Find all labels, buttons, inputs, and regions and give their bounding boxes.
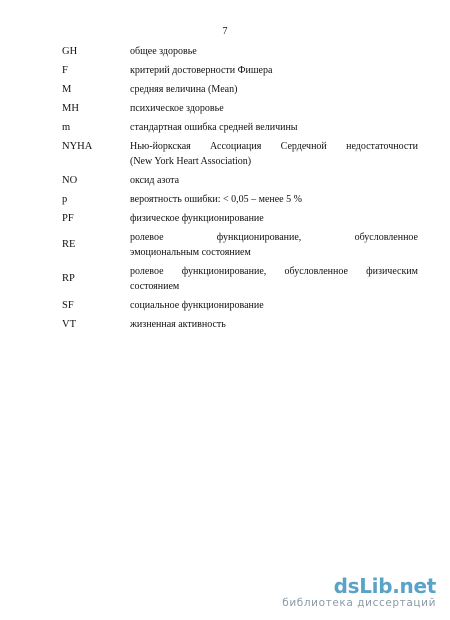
abbreviation-term: VT: [62, 319, 76, 330]
abbreviation-definition: [130, 226, 418, 260]
definition-line: общее здоровье: [130, 46, 197, 57]
definition-line: стандартная ошибка средней величины: [130, 122, 298, 133]
abbreviation-term: m: [62, 122, 71, 133]
definition-line: состоянием: [130, 281, 180, 292]
definition-line: социальное функционирование: [130, 300, 264, 311]
abbreviation-row-sf: [62, 294, 418, 313]
definition-line: психическое здоровье: [130, 103, 224, 114]
abbreviation-definition: [130, 188, 418, 207]
watermark-logo: dsLib.net: [333, 574, 436, 598]
abbreviation-definition: [130, 169, 418, 188]
abbreviation-definition: [130, 294, 418, 313]
abbreviation-definition: [130, 97, 418, 116]
abbreviation-term: SF: [62, 300, 74, 311]
definition-line: ролевое функционирование, обусловленное: [130, 232, 418, 243]
page-number: 7: [222, 26, 228, 37]
abbreviation-row-pf: [62, 207, 418, 226]
abbreviation-term: NYHA: [62, 141, 93, 152]
abbreviation-term: p: [62, 194, 68, 205]
abbreviation-definition: [130, 207, 418, 226]
abbreviation-row-m-lower: [62, 116, 418, 135]
abbreviation-row-nyha: [62, 135, 418, 169]
abbreviation-row-vt: [62, 313, 418, 332]
definition-line: Нью-йоркская Ассоциация Сердечной недостаточности: [130, 141, 418, 152]
definition-line: жизненная активность: [130, 319, 226, 330]
abbreviation-row-mh: [62, 97, 418, 116]
definition-line: оксид азота: [130, 175, 180, 186]
abbreviation-row-gh: [62, 40, 418, 59]
abbreviation-row-f: [62, 59, 418, 78]
abbreviation-definition: [130, 313, 418, 332]
abbreviation-row-m: [62, 78, 418, 97]
definition-line: физическое функционирование: [130, 213, 264, 224]
definition-line: вероятность ошибки: < 0,05 – менее 5 %: [130, 194, 302, 205]
abbreviation-definition: [130, 59, 418, 78]
definition-line: средняя величина (Mean): [130, 84, 238, 95]
abbreviation-row-rp: [62, 260, 418, 294]
abbreviation-definition: [130, 78, 418, 97]
abbreviation-row-re: [62, 226, 418, 260]
abbreviation-definition: [130, 260, 418, 294]
site-watermark: [282, 575, 436, 610]
abbreviation-term: RE: [62, 239, 76, 250]
abbreviation-definition: [130, 116, 418, 135]
abbreviation-term: NO: [62, 175, 78, 186]
abbreviation-definition: [130, 40, 418, 59]
definition-line: ролевое функционирование, обусловленное физическим: [130, 266, 418, 277]
definition-line: критерий достоверности Фишера: [130, 65, 273, 76]
watermark-subtitle: библиотека диссертаций: [282, 597, 436, 609]
abbreviation-term: M: [62, 84, 72, 95]
abbreviation-term: PF: [62, 213, 74, 224]
abbreviation-term: F: [62, 65, 68, 76]
abbreviation-list: [62, 40, 418, 332]
abbreviation-row-p: [62, 188, 418, 207]
abbreviation-term: GH: [62, 46, 78, 57]
abbreviation-definition: [130, 135, 418, 169]
definition-line: эмоциональным состоянием: [130, 247, 251, 258]
definition-line: (New York Heart Association): [130, 156, 252, 167]
abbreviation-row-no: [62, 169, 418, 188]
abbreviation-term: MH: [62, 103, 79, 114]
abbreviation-term: RP: [62, 273, 75, 284]
